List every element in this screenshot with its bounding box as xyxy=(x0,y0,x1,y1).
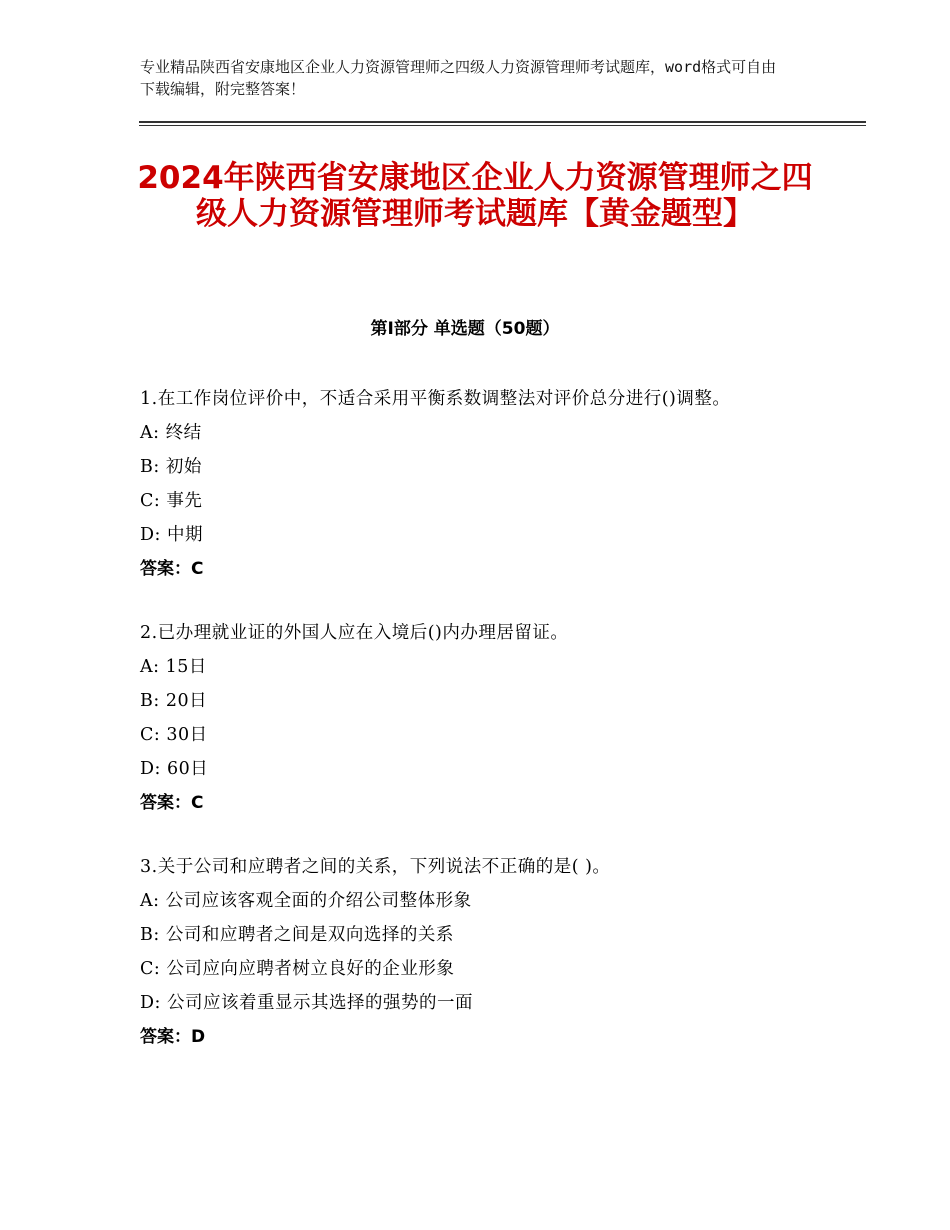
question-stem: 1.在工作岗位评价中，不适合采用平衡系数调整法对评价总分进行()调整。 xyxy=(140,389,731,409)
question-stem: 3.关于公司和应聘者之间的关系，下列说法不正确的是( )。 xyxy=(140,857,611,877)
option-b: B: 初始 xyxy=(140,457,202,477)
header-note: 专业精品陕西省安康地区企业人力资源管理师之四级人力资源管理师考试题库，word格式可自由下载编辑，附完整答案！ xyxy=(140,58,777,98)
option-c: C: 公司应向应聘者树立良好的企业形象 xyxy=(140,959,455,979)
header-rule-thin xyxy=(139,125,866,126)
option-d: D: 中期 xyxy=(140,525,203,545)
header-rule-thick xyxy=(139,121,866,123)
question-stem: 2.已办理就业证的外国人应在入境后()内办理居留证。 xyxy=(140,623,569,643)
option-b: B: 公司和应聘者之间是双向选择的关系 xyxy=(140,925,454,945)
option-a: A: 公司应该客观全面的介绍公司整体形象 xyxy=(140,891,472,911)
answer: 答案：C xyxy=(140,559,204,579)
question-1 xyxy=(140,382,820,586)
section-heading: 第Ⅰ部分 单选题（50题） xyxy=(370,319,560,339)
question-2 xyxy=(140,616,820,820)
question-3 xyxy=(140,850,820,1054)
answer: 答案：D xyxy=(140,1027,206,1047)
option-d: D: 60日 xyxy=(140,759,209,779)
option-a: A: 15日 xyxy=(140,657,207,677)
question-list xyxy=(140,382,820,1084)
option-c: C: 事先 xyxy=(140,491,203,511)
document-title: 2024年陕西省安康地区企业人力资源管理师之四级人力资源管理师考试题库【黄金题型】 xyxy=(137,160,813,232)
option-c: C: 30日 xyxy=(140,725,208,745)
answer: 答案：C xyxy=(140,793,204,813)
option-a: A: 终结 xyxy=(140,423,202,443)
option-b: B: 20日 xyxy=(140,691,208,711)
option-d: D: 公司应该着重显示其选择的强势的一面 xyxy=(140,993,473,1013)
